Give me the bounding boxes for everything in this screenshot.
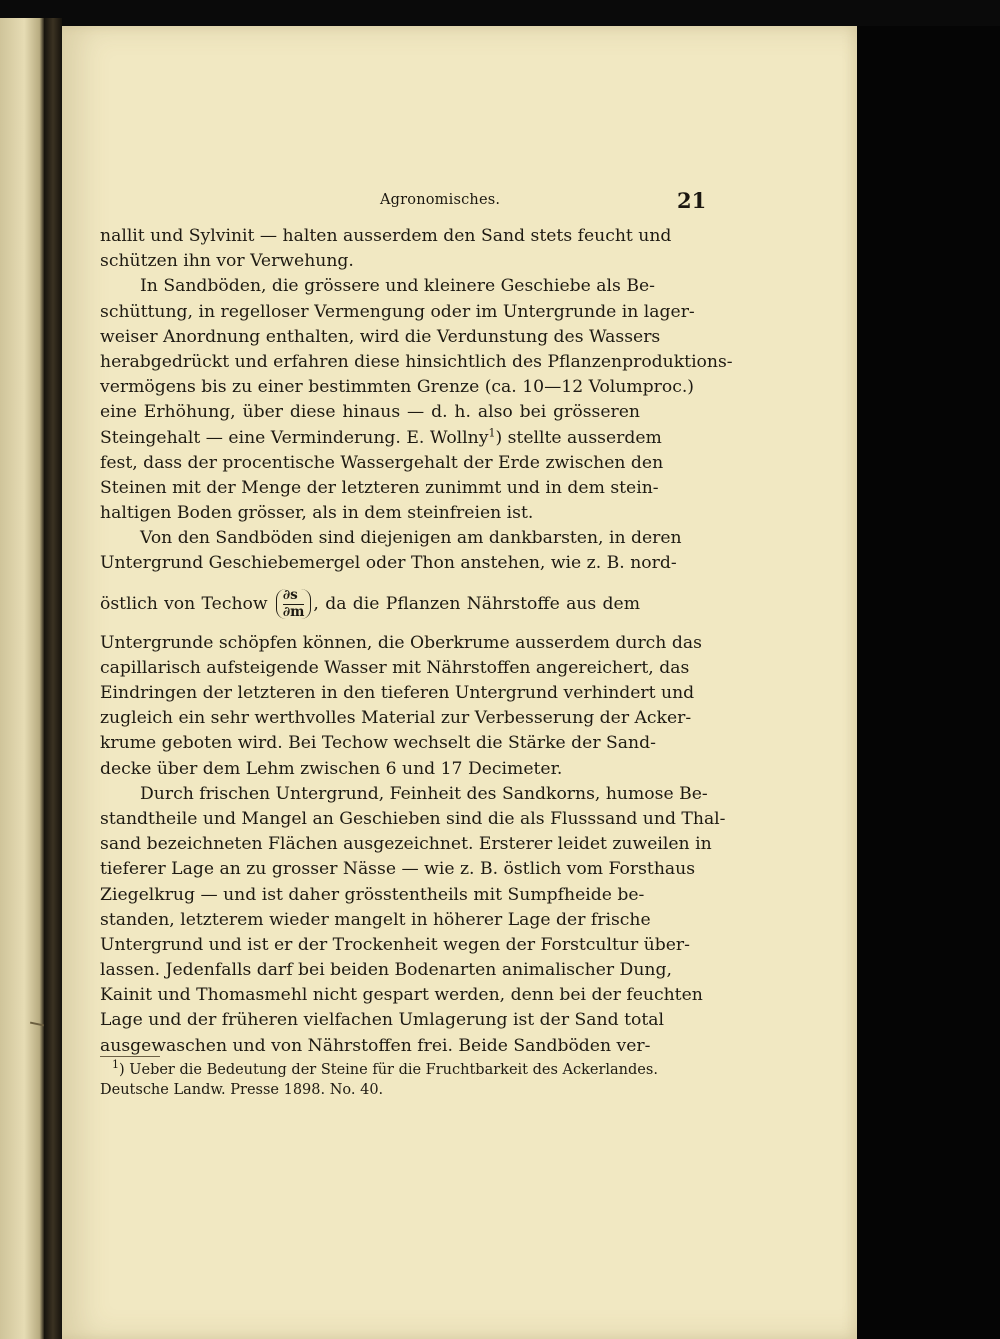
techow-text: östlich von Techow — [100, 593, 268, 614]
text-line: Kainit und Thomasmehl nicht gespart werden, denn bei der feuchten — [100, 985, 703, 1006]
footnote-line: Deutsche Landw. Presse 1898. No. 40. — [100, 1081, 384, 1098]
footnote-line — [100, 1058, 658, 1081]
text-line: capillarisch aufsteigende Wasser mit Nährstoffen angereichert, das — [100, 657, 690, 678]
text-line: eine Erhöhung, über diese hinaus — d. h. also bei grösseren — [100, 402, 640, 423]
text-line: haltigen Boden grösser, als in dem steinfreien ist. — [100, 503, 534, 524]
text-line: vermögens bis zu einer bestimmten Grenze (ca. 10—12 Volumproc.) — [100, 377, 695, 398]
text-line: decke über dem Lehm zwischen 6 und 17 Decimeter. — [100, 758, 563, 779]
wollny-tail: ) stellte ausserdem — [495, 427, 662, 448]
text-line: schützen ihn vor Verwehung. — [100, 251, 354, 272]
wollny-text: Steingehalt — eine Verminderung. E. Wollny — [100, 427, 489, 448]
footnote-number: 1 — [112, 1058, 119, 1072]
partial-derivative-fraction — [276, 589, 312, 619]
text-line: schüttung, in regelloser Vermengung oder im Untergrunde in lager- — [100, 301, 695, 322]
scan-background — [857, 26, 1000, 1339]
page-number: 21 — [677, 188, 707, 213]
text-line-wollny — [100, 425, 662, 451]
text-line: weiser Anordnung enthalten, wird die Verdunstung des Wassers — [100, 326, 661, 347]
body-text — [100, 224, 733, 1059]
text-line: In Sandböden, die grössere und kleinere Geschiebe als Be- — [140, 276, 655, 297]
footnote-marker: 1 — [488, 425, 496, 439]
text-line: Ziegelkrug — und ist daher grösstentheils mit Sumpfheide be- — [100, 884, 645, 905]
text-line: lassen. Jedenfalls darf bei beiden Bodenarten animalischer Dung, — [100, 960, 672, 981]
text-line: Untergrund und ist er der Trockenheit wegen der Forstcultur über- — [100, 934, 690, 955]
fraction-denominator: ∂m — [282, 603, 305, 620]
techow-tail: , da die Pflanzen Nährstoffe aus dem — [313, 593, 641, 614]
text-line: ausgewaschen und von Nährstoffen frei. Beide Sandböden ver- — [100, 1035, 651, 1056]
footnote-text: ) Ueber die Bedeutung der Steine für die Fruchtbarkeit des Ackerlandes. — [119, 1062, 658, 1078]
text-line: standen, letzterem wieder mangelt in höherer Lage der frische — [100, 909, 651, 930]
text-line: krume geboten wird. Bei Techow wechselt die Stärke der Sand- — [100, 733, 656, 754]
text-line: Lage und der früheren vielfachen Umlagerung ist der Sand total — [100, 1010, 664, 1031]
running-head: Agronomisches. — [380, 192, 501, 208]
text-line: zugleich ein sehr werthvolles Material zur Verbesserung der Acker- — [100, 708, 692, 729]
text-line: Untergrund Geschiebemergel oder Thon anstehen, wie z. B. nord- — [100, 553, 677, 574]
text-line: Durch frischen Untergrund, Feinheit des Sandkorns, humose Be- — [140, 783, 708, 804]
footnote — [100, 1058, 658, 1100]
text-line: sand bezeichneten Flächen ausgezeichnet. Ersterer leidet zuweilen in — [100, 834, 712, 855]
text-line: nallit und Sylvinit — halten ausserdem den Sand stets feucht und — [100, 226, 672, 246]
text-line: standtheile und Mangel an Geschieben sind die als Flusssand und Thal- — [100, 808, 726, 829]
text-line: Steinen mit der Menge der letzteren zunimmt und in dem stein- — [100, 477, 659, 498]
book-gutter — [44, 18, 62, 1339]
text-line-fraction — [100, 577, 640, 631]
page-header — [62, 188, 857, 228]
text-line: Eindringen der letzteren in den tieferen Untergrund verhindert und — [100, 683, 695, 703]
text-line: herabgedrückt und erfahren diese hinsichtlich des Pflanzenproduktions- — [100, 351, 733, 372]
fraction-numerator: ∂s — [283, 589, 305, 605]
adjacent-page-edge — [0, 18, 44, 1339]
text-line: tieferer Lage an zu grosser Nässe — wie z. B. östlich vom Forsthaus — [100, 859, 696, 880]
text-line: fest, dass der procentische Wassergehalt der Erde zwischen den — [100, 452, 664, 473]
footnote-rule — [100, 1056, 160, 1057]
text-line: Untergrunde schöpfen können, die Oberkrume ausserdem durch das — [100, 632, 702, 653]
text-line: Von den Sandböden sind diejenigen am dankbarsten, in deren — [140, 528, 682, 549]
